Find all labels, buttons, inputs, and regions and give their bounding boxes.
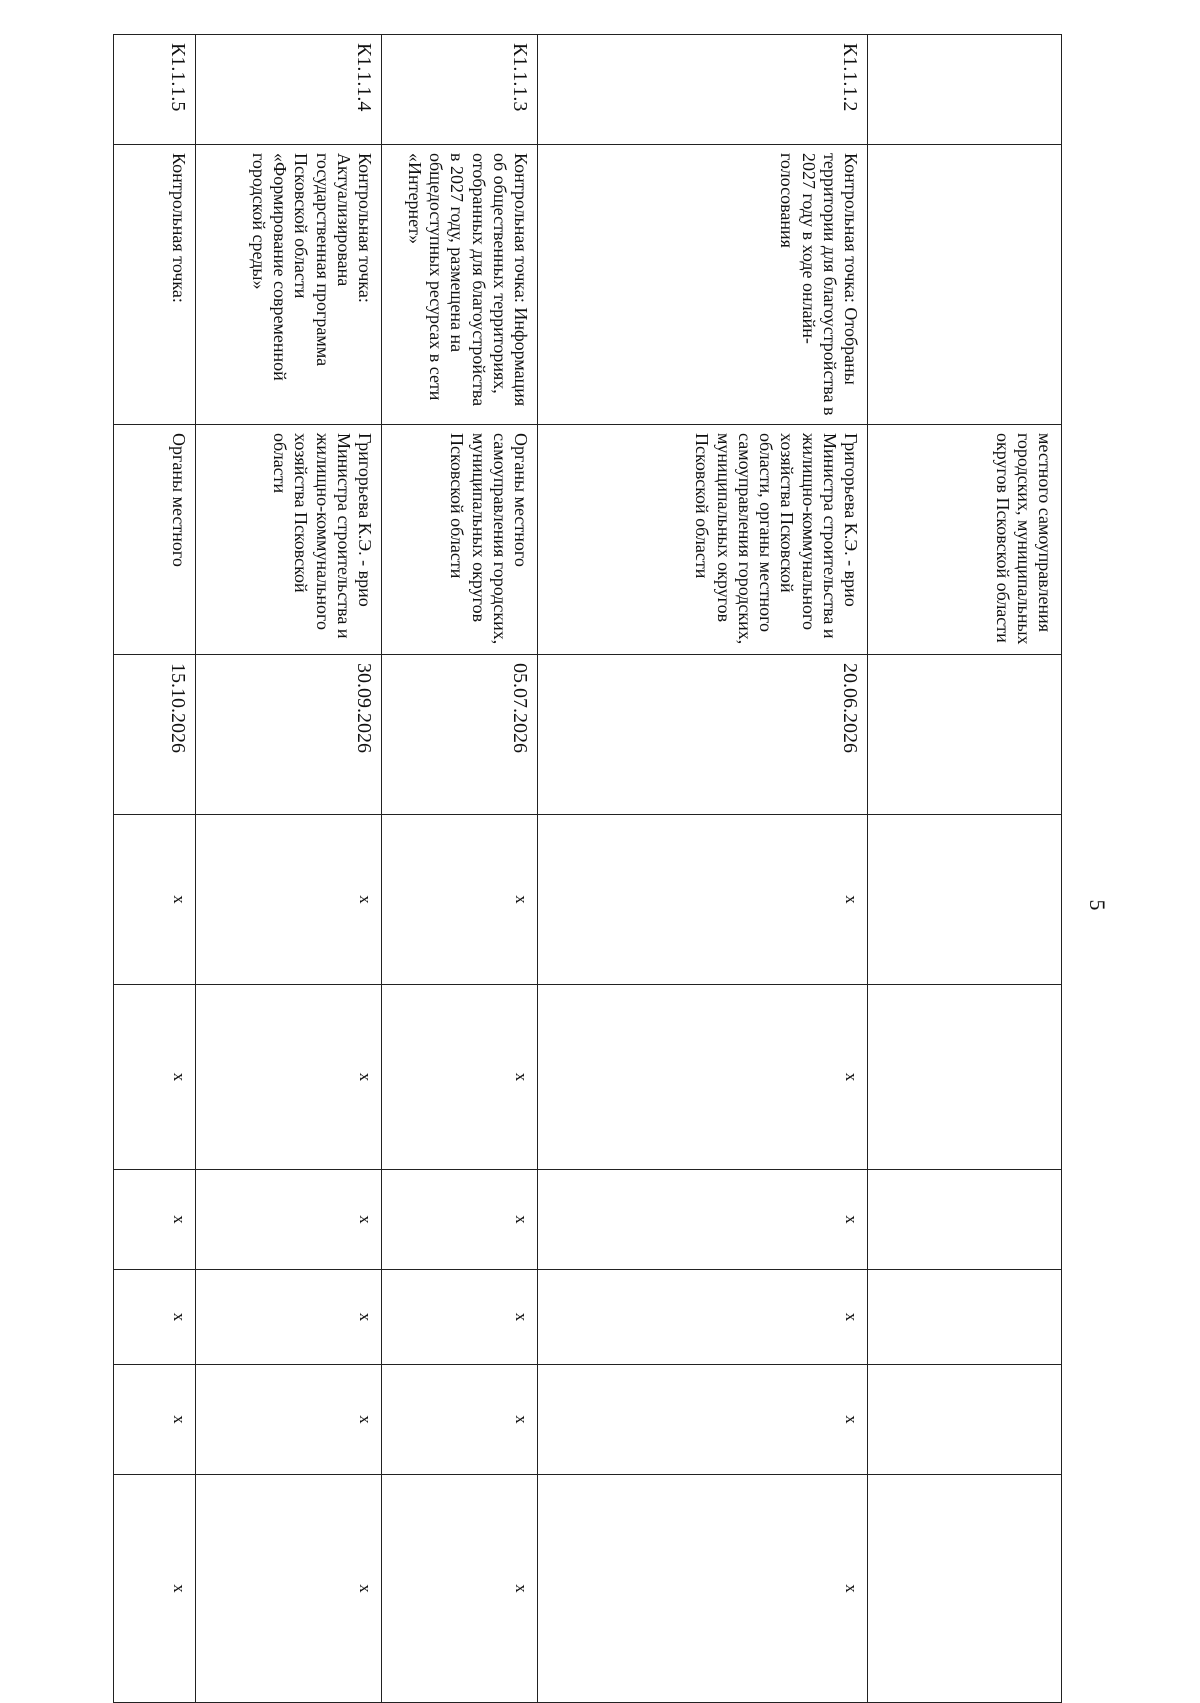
- row-responsible: Григорьева К.Э. - врио Министра строительства и жилищно-коммунального хозяйства Псковской области: [196, 425, 382, 655]
- row-mark: [868, 1475, 1062, 1703]
- row-code: К1.1.1.2: [538, 35, 868, 145]
- row-mark: х: [114, 1270, 196, 1365]
- row-mark: х: [382, 1270, 538, 1365]
- row-mark: х: [382, 1170, 538, 1270]
- row-mark: х: [196, 1475, 382, 1703]
- row-name: Контрольная точка: Информация об общественных территориях, отобранных для благоустройства в 2027 году, размещена на общедоступных ресурсах в сети «Интернет»: [382, 145, 538, 425]
- row-mark: х: [538, 1365, 868, 1475]
- row-mark: х: [114, 1365, 196, 1475]
- control-points-table: [113, 34, 1062, 1703]
- row-mark: х: [382, 985, 538, 1170]
- row-responsible: Органы местного самоуправления городских, муниципальных округов Псковской области: [382, 425, 538, 655]
- rotated-table-wrapper: [114, 34, 1062, 1702]
- row-responsible: местного самоуправления городских, муниципальных округов Псковской области: [868, 425, 1062, 655]
- row-mark: х: [196, 1170, 382, 1270]
- row-mark: х: [538, 1170, 868, 1270]
- row-mark: [868, 985, 1062, 1170]
- table-row: [196, 35, 382, 1703]
- row-mark: х: [382, 1365, 538, 1475]
- row-date: 15.10.2026: [114, 655, 196, 815]
- row-mark: [868, 1270, 1062, 1365]
- table-row: [868, 35, 1062, 1703]
- row-name: [868, 145, 1062, 425]
- row-mark: х: [196, 1270, 382, 1365]
- row-mark: х: [114, 815, 196, 985]
- table-row: [538, 35, 868, 1703]
- row-date: 20.06.2026: [538, 655, 868, 815]
- row-mark: [868, 1170, 1062, 1270]
- row-date: [868, 655, 1062, 815]
- row-mark: х: [196, 1365, 382, 1475]
- row-mark: [868, 1365, 1062, 1475]
- row-mark: х: [538, 815, 868, 985]
- row-mark: х: [538, 985, 868, 1170]
- row-mark: х: [538, 1270, 868, 1365]
- row-mark: х: [382, 815, 538, 985]
- row-mark: х: [114, 1170, 196, 1270]
- page-number: 5: [1085, 899, 1110, 911]
- row-code: [868, 35, 1062, 145]
- row-mark: х: [196, 985, 382, 1170]
- table-row: [382, 35, 538, 1703]
- row-mark: х: [382, 1475, 538, 1703]
- row-name: Контрольная точка:: [114, 145, 196, 425]
- row-responsible: Григорьева К.Э. - врио Министра строительства и жилищно-коммунального хозяйства Псковской области, органы местного самоуправления городских, муниципальных округов Псковской области: [538, 425, 868, 655]
- table-row: [114, 35, 196, 1703]
- row-mark: х: [114, 985, 196, 1170]
- row-code: К1.1.1.5: [114, 35, 196, 145]
- row-name: Контрольная точка: Отобраны территории для благоустройства в 2027 году в ходе онлайн-голосования: [538, 145, 868, 425]
- row-name: Контрольная точка: Актуализирована государственная программа Псковской области «Формирование современной городской среды»: [196, 145, 382, 425]
- row-date: 05.07.2026: [382, 655, 538, 815]
- row-mark: х: [538, 1475, 868, 1703]
- row-mark: [868, 815, 1062, 985]
- row-date: 30.09.2026: [196, 655, 382, 815]
- row-code: К1.1.1.4: [196, 35, 382, 145]
- row-code: К1.1.1.3: [382, 35, 538, 145]
- row-mark: х: [196, 815, 382, 985]
- row-responsible: Органы местного: [114, 425, 196, 655]
- row-mark: х: [114, 1475, 196, 1703]
